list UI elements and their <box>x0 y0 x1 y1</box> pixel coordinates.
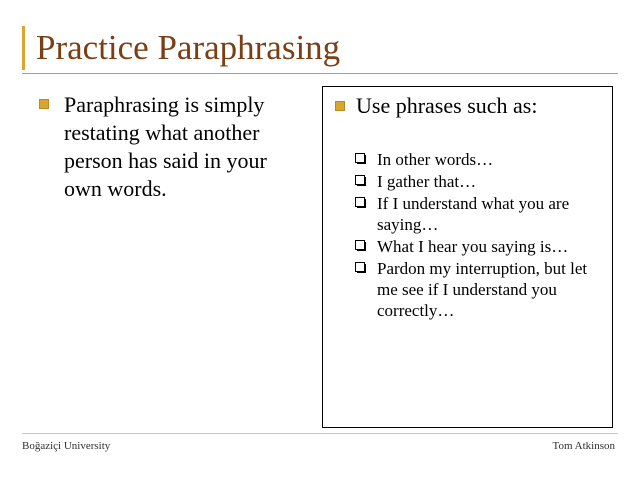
phrases-heading: Use phrases such as: <box>356 93 538 118</box>
shadowed-checkbox-icon <box>355 262 367 274</box>
phrase-text: If I understand what you are saying… <box>377 194 570 234</box>
phrase-item <box>355 171 610 192</box>
slide-title: Practice Paraphrasing <box>36 28 341 67</box>
shadowed-checkbox-icon <box>355 153 367 165</box>
square-bullet-icon <box>39 99 49 109</box>
phrase-item <box>355 149 610 170</box>
left-bullet-text: Paraphrasing is simply restating what another person has said in your own words. <box>64 92 267 201</box>
footer-author: Tom Atkinson <box>552 440 615 452</box>
footer-divider <box>22 433 618 434</box>
phrase-text: In other words… <box>377 150 494 169</box>
footer-university: Boğaziçi University <box>22 440 111 452</box>
shadowed-checkbox-icon <box>355 175 367 187</box>
phrase-text: I gather that… <box>377 172 477 191</box>
phrase-item <box>355 193 610 235</box>
title-accent-bar <box>22 26 25 70</box>
phrase-item <box>355 236 610 257</box>
phrase-text: Pardon my interruption, but let me see if I understand you correctly… <box>377 259 588 320</box>
title-divider <box>22 73 618 74</box>
shadowed-checkbox-icon <box>355 197 367 209</box>
shadowed-checkbox-icon <box>355 240 367 252</box>
square-bullet-icon <box>335 101 345 111</box>
phrases-box <box>322 86 613 428</box>
phrase-list <box>355 149 610 321</box>
phrase-item <box>355 258 610 321</box>
phrase-text: What I hear you saying is… <box>377 237 569 256</box>
